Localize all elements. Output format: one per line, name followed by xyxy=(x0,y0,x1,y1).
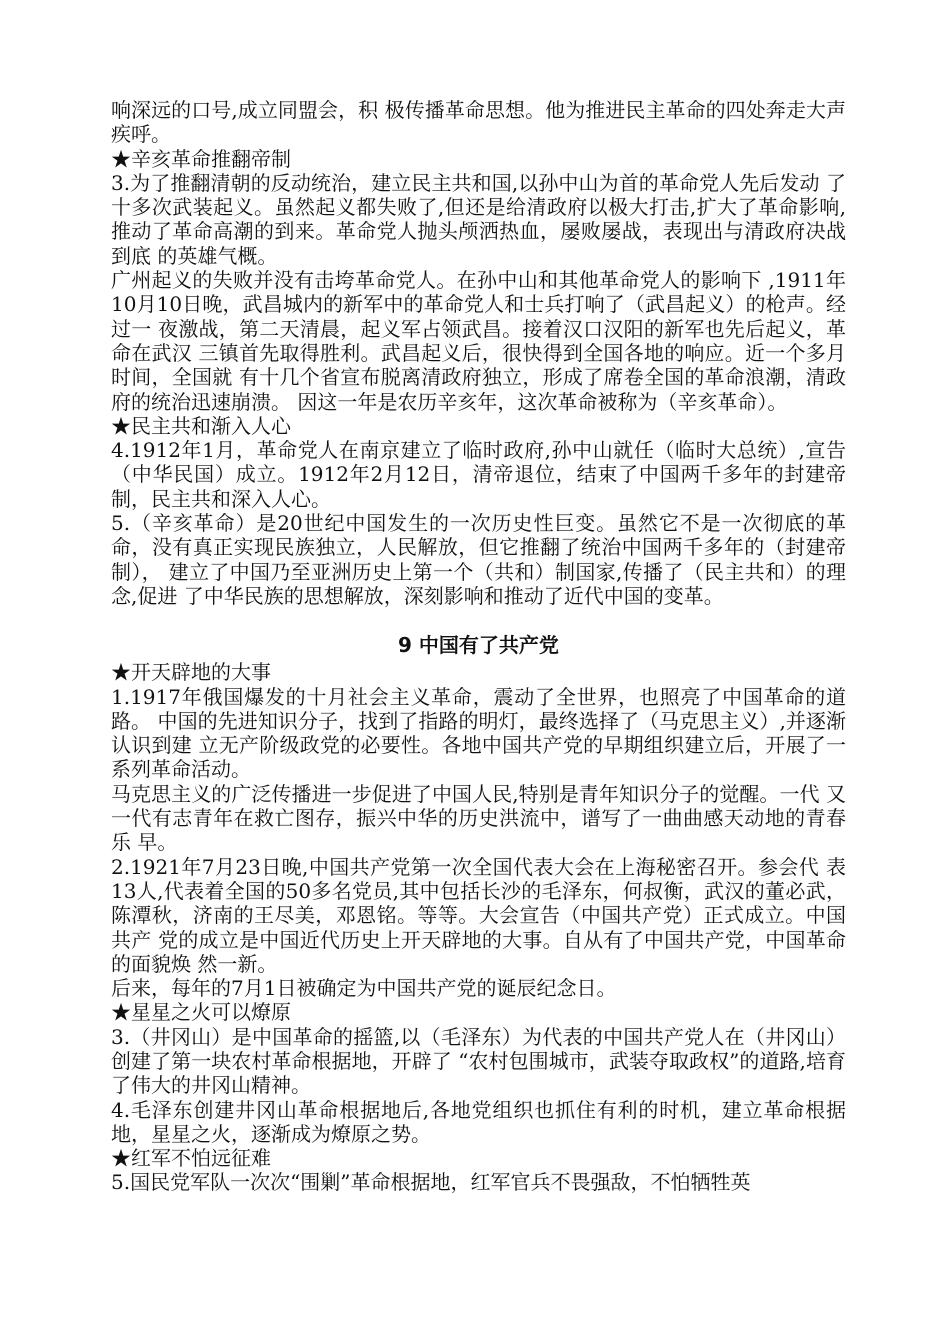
paragraph-continuation: 响深远的口号,成立同盟会，积 极传播革命思想。他为推进民主革命的四处奔走大声疾呼。 xyxy=(111,98,846,147)
paragraph-wuchang-uprising: 广州起义的失败并没有击垮革命党人。在孙中山和其他革命党人的影响下 ,1911年 10月10日晚，武昌城内的新军中的革命党人和士兵打响了（武昌起义）的枪声。经过一 夜激战，第二天清晨，起义军占领武昌。接着汉口汉阳的新军也先后起义，革命在武汉 三镇首先取得胜利。武昌起义后，很快得到全国各地的响应。近一个多月时间，全国就 有十几个省宣布脱离清政府独立，形成了席卷全国的革命浪潮，清政府的统治迅速崩溃。 因这一年是农历辛亥年，这次革命被称为（辛亥革命）。 xyxy=(111,268,846,414)
paragraph-1: 1.1917年俄国爆发的十月社会主义革命，震动了全世界，也照亮了中国革命的道路。 中国的先进知识分子，找到了指路的明灯，最终选择了（马克思主义）,并逐渐认识到建 立无产阶级政党的必要性。各地中国共产党的早期组织建立后，开展了一系列革命活动。 xyxy=(111,684,846,782)
paragraph-marxism: 马克思主义的广泛传播进一步促进了中国人民,特别是青年知识分子的觉醒。一代 又一代有志青年在救亡图存，振兴中华的历史洪流中，谱写了一曲曲感天动地的青春乐 早。 xyxy=(111,781,846,855)
paragraph-4-base-areas: 4.毛泽东创建井冈山革命根据地后,各地党组织也抓住有利的时机，建立革命根据 地，星星之火，逐渐成为燎原之势。 xyxy=(111,1097,846,1146)
section-title: 9 中国有了共产党 xyxy=(398,633,559,658)
heading-long-march: ★红军不怕远征难 xyxy=(111,1146,271,1171)
heading-single-spark: ★星星之火可以燎原 xyxy=(111,1000,291,1025)
section-spacer xyxy=(111,608,846,630)
paragraph-5: 5.（辛亥革命）是20世纪中国发生的一次历史性巨变。虽然它不是一次彻底的革 命，没有真正实现民族独立，人民解放，但它推翻了统治中国两千多年的（封建帝制）， 建立了中国乃至亚洲历史上第一个（共和）制国家,传播了（民主共和）的理念,促进 了中华民族的思想解放，深刻影响和推动了近代中国的变革。 xyxy=(111,511,846,608)
paragraph-2: 2.1921年7月23日晚,中国共产党第一次全国代表大会在上海秘密召开。参会代 表13人,代表着全国的50多名党员,其中包括长沙的毛泽东，何叔衡，武汉的董必武， 陈潭秋，济南的王尽美，邓恩铭。等等。大会宣告（中国共产党）正式成立。中国共产 党的成立是中国近代历史上开天辟地的大事。自从有了中国共产党，中国革命的面貌焕 然一新。 xyxy=(111,854,846,976)
heading-great-event: ★开天辟地的大事 xyxy=(111,660,271,685)
paragraph-3-jinggangshan: 3.（井冈山）是中国革命的摇篮,以（毛泽东）为代表的中国共产党人在（井冈山） 创建了第一块农村革命根据地，开辟了 “农村包围城市，武装夺取政权”的道路,培育 了伟大的井冈山精神。 xyxy=(111,1024,846,1098)
paragraph-4: 4.1912年1月，革命党人在南京建立了临时政府,孙中山就任（临时大总统）,宣告（中华民国）成立。1912年2月12日，清帝退位，结束了中国两千多年的封建帝制，民主共和深入人心。 xyxy=(111,438,846,511)
heading-democracy-republic: ★民主共和渐入人心 xyxy=(111,413,291,438)
heading-xinhai-revolution: ★辛亥革命推翻帝制 xyxy=(111,146,291,171)
paragraph-5-encirclement: 5.国民党军队一次次“围剿”革命根据地，红军官兵不畏强敌，不怕牺牲英 xyxy=(111,1170,751,1195)
paragraph-anniversary: 后来，每年的7月1日被确定为中国共产党的诞辰纪念日。 xyxy=(111,976,617,1001)
paragraph-3: 3.为了推翻清朝的反动统治，建立民主共和国,以孙中山为首的革命党人先后发动 了十多次武装起义。虽然起义都失败了,但还是给清政府以极大打击,扩大了革命影响, 推动了革命高潮的到来。革命党人抛头颅洒热血，屡败屡战，表现出与清政府决战到底 的英雄气概。 xyxy=(111,170,846,268)
document-page xyxy=(111,98,846,1195)
